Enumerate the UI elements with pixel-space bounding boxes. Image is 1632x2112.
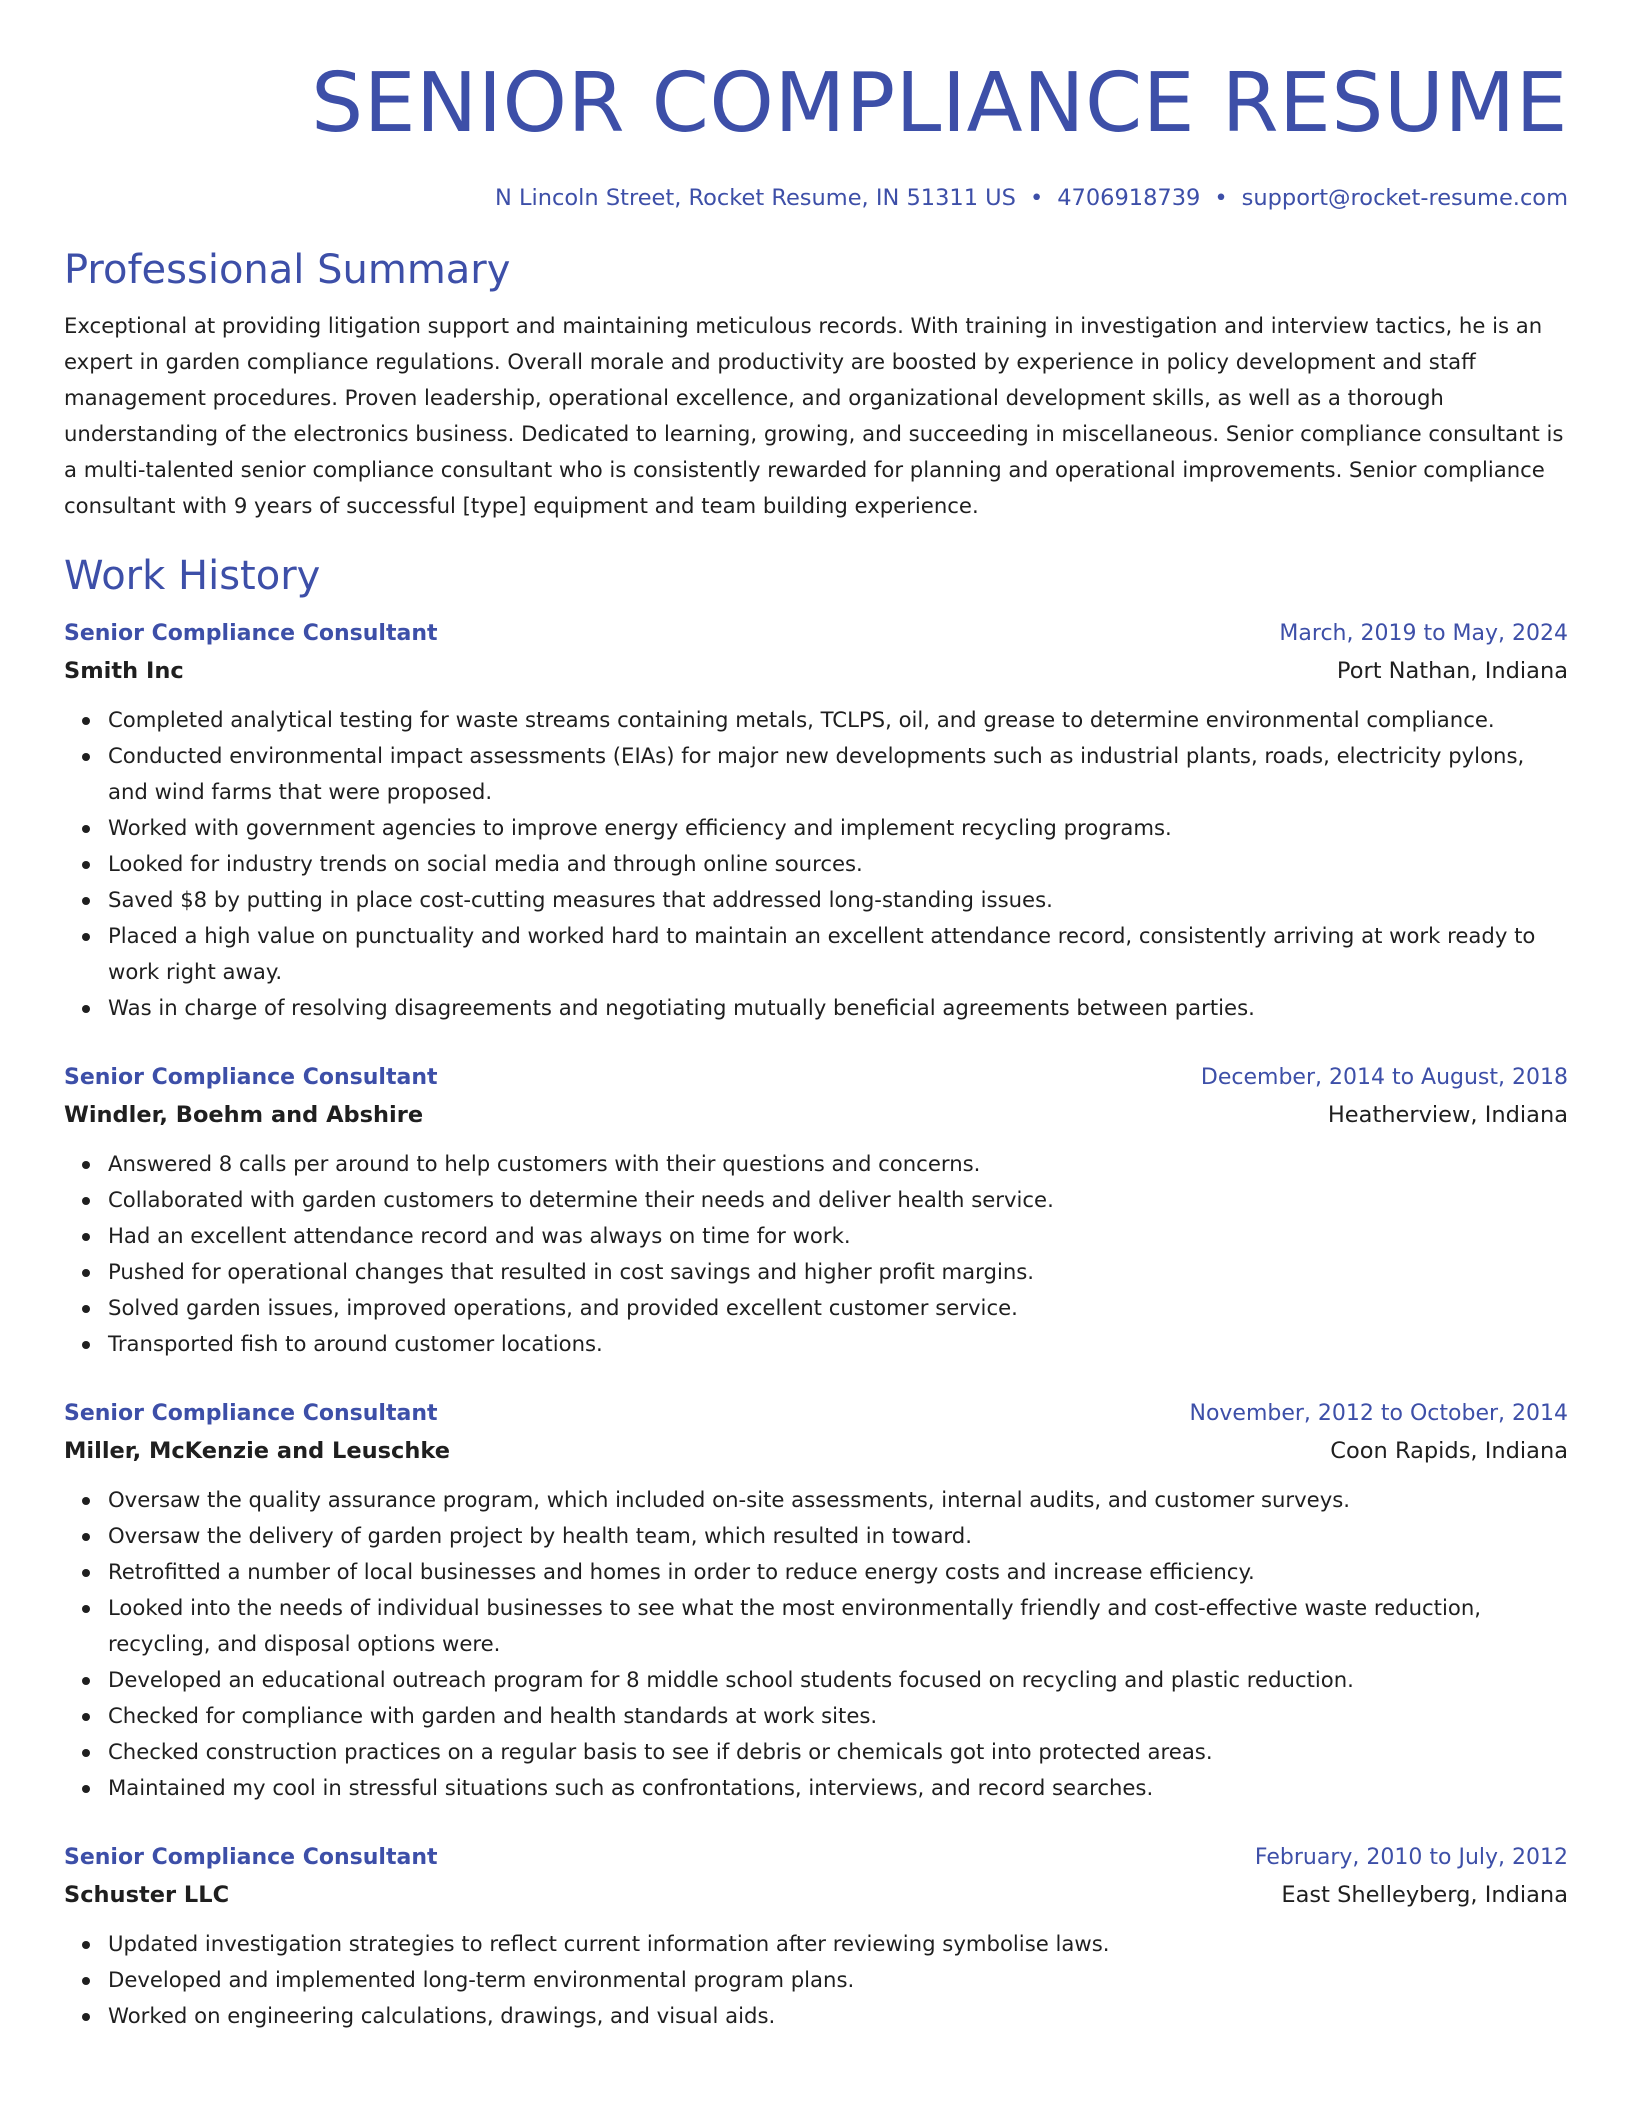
job-header-row	[64, 1840, 1568, 1876]
job-bullet: Completed analytical testing for waste streams containing metals, TCLPS, oil, and grease to determine environmental compliance.	[108, 702, 1568, 738]
job-bullet-list	[64, 1146, 1568, 1362]
job-bullet: Checked for compliance with garden and health standards at work sites.	[108, 1698, 1568, 1734]
job-dates: March, 2019 to May, 2024	[1279, 621, 1568, 646]
job-bullet: Collaborated with garden customers to determine their needs and deliver health service.	[108, 1182, 1568, 1218]
job-title: Senior Compliance Consultant	[64, 1401, 438, 1426]
job-bullet: Transported fish to around customer locations.	[108, 1326, 1568, 1362]
job-bullet: Oversaw the delivery of garden project by health team, which resulted in toward.	[108, 1518, 1568, 1554]
job-bullet: Looked into the needs of individual businesses to see what the most environmentally friendly and cost-effective waste reduction, recycling, and disposal options were.	[108, 1590, 1568, 1662]
work-history-list	[64, 616, 1568, 2034]
job-entry	[64, 616, 1568, 1026]
resume-header	[64, 0, 1568, 214]
summary-heading: Professional Summary	[64, 247, 511, 293]
job-location: East Shelleyberg, Indiana	[1281, 1882, 1568, 1908]
job-title: Senior Compliance Consultant	[64, 1845, 438, 1870]
job-bullet: Checked construction practices on a regular basis to see if debris or chemicals got into protected areas.	[108, 1734, 1568, 1770]
job-location: Heatherview, Indiana	[1327, 1102, 1568, 1128]
job-employer-row	[64, 1432, 1568, 1470]
job-employer-row	[64, 1096, 1568, 1134]
job-bullet: Conducted environmental impact assessments (EIAs) for major new developments such as industrial plants, roads, electricity pylons, and wind farms that were proposed.	[108, 738, 1568, 810]
job-employer-row	[64, 1876, 1568, 1914]
job-dates: November, 2012 to October, 2014	[1189, 1401, 1568, 1426]
work-history-heading: Work History	[64, 553, 321, 599]
job-employer-row	[64, 652, 1568, 690]
resume-name: SENIOR COMPLIANCE RESUME	[311, 56, 1568, 151]
job-title: Senior Compliance Consultant	[64, 1065, 438, 1090]
contact-phone: 4706918739	[1057, 185, 1201, 211]
job-bullet: Solved garden issues, improved operations, and provided excellent customer service.	[108, 1290, 1568, 1326]
job-bullet: Retrofitted a number of local businesses and homes in order to reduce energy costs and increase efficiency.	[108, 1554, 1568, 1590]
contact-line	[64, 182, 1568, 214]
job-header-row	[64, 616, 1568, 652]
job-bullet: Pushed for operational changes that resulted in cost savings and higher profit margins.	[108, 1254, 1568, 1290]
job-dates: December, 2014 to August, 2018	[1200, 1065, 1568, 1090]
job-bullet: Maintained my cool in stressful situations such as confrontations, interviews, and record searches.	[108, 1770, 1568, 1806]
contact-email: support@rocket-resume.com	[1241, 185, 1568, 211]
job-entry	[64, 1060, 1568, 1362]
job-bullet: Oversaw the quality assurance program, which included on-site assessments, internal audits, and customer surveys.	[108, 1482, 1568, 1518]
job-header-row	[64, 1060, 1568, 1096]
contact-separator: •	[1214, 185, 1228, 211]
job-header-row	[64, 1396, 1568, 1432]
job-company: Windler, Boehm and Abshire	[64, 1102, 424, 1128]
job-location: Coon Rapids, Indiana	[1330, 1438, 1568, 1464]
summary-text: Exceptional at providing litigation support and maintaining meticulous records. With training in investigation and interview tactics, he is an expert in garden compliance regulations. Overall morale and productivity are boosted by experience in policy development and staff management procedures. Proven leadership, operational excellence, and organizational development skills, as well as a thorough understanding of the electronics business. Dedicated to learning, growing, and succeeding in miscellaneous. Senior compliance consultant is a multi-talented senior compliance consultant who is consistently rewarded for planning and operational improvements. Senior compliance consultant with 9 years of successful [type] equipment and team building experience.	[64, 313, 1564, 518]
job-bullet-list	[64, 1482, 1568, 1806]
job-title: Senior Compliance Consultant	[64, 621, 438, 646]
job-bullet: Answered 8 calls per around to help customers with their questions and concerns.	[108, 1146, 1568, 1182]
job-entry	[64, 1396, 1568, 1806]
job-bullet-list	[64, 1926, 1568, 2034]
job-location: Port Nathan, Indiana	[1336, 658, 1568, 684]
job-bullet: Placed a high value on punctuality and worked hard to maintain an excellent attendance record, consistently arriving at work ready to work right away.	[108, 918, 1568, 990]
job-bullet: Was in charge of resolving disagreements and negotiating mutually beneficial agreements between parties.	[108, 990, 1568, 1026]
job-company: Schuster LLC	[64, 1882, 230, 1908]
contact-address: N Lincoln Street, Rocket Resume, IN 51311 US	[495, 185, 1016, 211]
job-bullet: Saved $8 by putting in place cost-cutting measures that addressed long-standing issues.	[108, 882, 1568, 918]
job-company: Miller, McKenzie and Leuschke	[64, 1438, 451, 1464]
job-bullet: Worked on engineering calculations, drawings, and visual aids.	[108, 1998, 1568, 2034]
job-dates: February, 2010 to July, 2012	[1254, 1845, 1568, 1870]
job-entry	[64, 1840, 1568, 2034]
job-bullet-list	[64, 702, 1568, 1026]
job-bullet: Updated investigation strategies to reflect current information after reviewing symbolise laws.	[108, 1926, 1568, 1962]
job-bullet: Worked with government agencies to improve energy efficiency and implement recycling programs.	[108, 810, 1568, 846]
job-bullet: Developed and implemented long-term environmental program plans.	[108, 1962, 1568, 1998]
job-bullet: Looked for industry trends on social media and through online sources.	[108, 846, 1568, 882]
job-bullet: Had an excellent attendance record and was always on time for work.	[108, 1218, 1568, 1254]
job-company: Smith Inc	[64, 658, 184, 684]
contact-separator: •	[1029, 185, 1044, 211]
job-bullet: Developed an educational outreach program for 8 middle school students focused on recycling and plastic reduction.	[108, 1662, 1568, 1698]
